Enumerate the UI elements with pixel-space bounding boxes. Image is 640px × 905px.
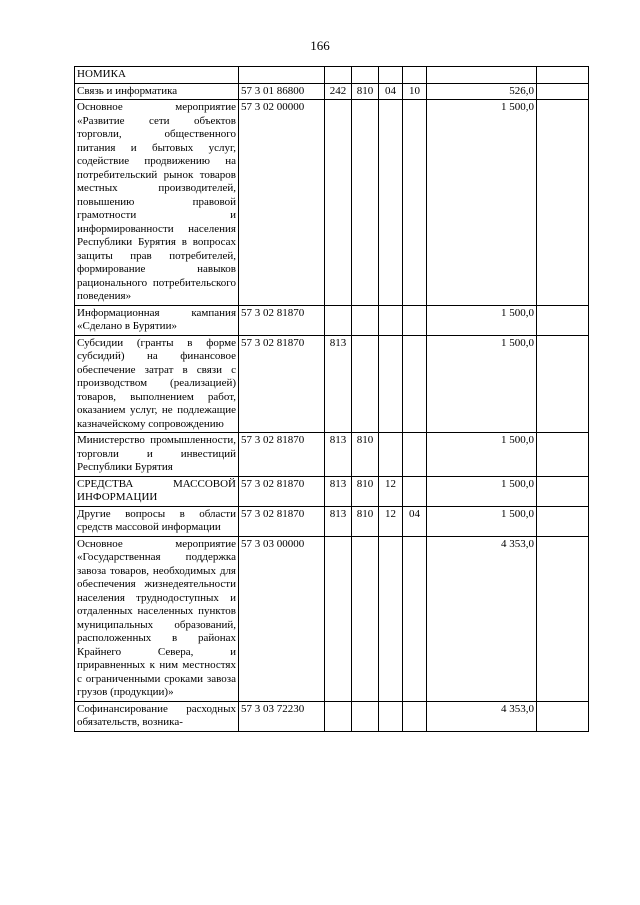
row-vr	[325, 701, 352, 731]
row-code: 57 3 01 86800	[239, 83, 325, 100]
row-name: НОМИКА	[75, 67, 239, 84]
page-number: 166	[310, 38, 330, 53]
row-amount: 1 500,0	[427, 100, 537, 306]
row-pr: 04	[403, 506, 427, 536]
row-vr	[325, 100, 352, 306]
row-name: Другие вопросы в области средств массовой информации	[75, 506, 239, 536]
row-code: 57 3 02 81870	[239, 305, 325, 335]
row-extra	[537, 476, 589, 506]
row-amount: 1 500,0	[427, 305, 537, 335]
row-vr: 813	[325, 476, 352, 506]
row-vr: 813	[325, 335, 352, 433]
row-name: Субсидии (гранты в форме субсидий) на финансовое обеспечение затрат в связи с производством (реализацией) товаров, выполнением работ, оказанием услуг, не подлежащие казначейскому сопровождению	[75, 335, 239, 433]
row-vr: 242	[325, 83, 352, 100]
row-vr: 813	[325, 506, 352, 536]
row-extra	[537, 433, 589, 477]
row-vr	[325, 305, 352, 335]
row-code: 57 3 02 81870	[239, 335, 325, 433]
budget-table	[74, 66, 589, 732]
row-rz	[379, 100, 403, 306]
table-row	[75, 701, 589, 731]
row-extra	[537, 83, 589, 100]
row-vr	[325, 67, 352, 84]
row-pr	[403, 433, 427, 477]
row-amount: 1 500,0	[427, 476, 537, 506]
row-extra	[537, 536, 589, 701]
row-name: Основное мероприятие «Государственная поддержка завоза товаров, необходимых для обеспечения жизнедеятельности населения труднодоступных и отдаленных населенных пунктов муниципальных образований, расположенных в районах Крайнего Севера, и приравненных к ним местностях с ограниченными сроками завоза грузов (продукции)»	[75, 536, 239, 701]
row-rz	[379, 536, 403, 701]
row-grbs	[352, 67, 379, 84]
row-code: 57 3 03 72230	[239, 701, 325, 731]
row-grbs: 810	[352, 476, 379, 506]
table-row	[75, 335, 589, 433]
row-rz: 04	[379, 83, 403, 100]
row-grbs	[352, 335, 379, 433]
row-name: Информационная кампания «Сделано в Бурятии»	[75, 305, 239, 335]
row-grbs	[352, 701, 379, 731]
table-row	[75, 433, 589, 477]
row-pr: 10	[403, 83, 427, 100]
row-rz	[379, 701, 403, 731]
row-grbs: 810	[352, 83, 379, 100]
row-amount: 4 353,0	[427, 536, 537, 701]
row-extra	[537, 506, 589, 536]
row-vr	[325, 536, 352, 701]
row-rz	[379, 335, 403, 433]
table-row	[75, 83, 589, 100]
row-amount: 526,0	[427, 83, 537, 100]
row-pr	[403, 305, 427, 335]
row-name: Основное мероприятие «Развитие сети объектов торговли, общественного питания и бытовых услуг, содействие продвижению на потребительский рынок товаров местных производителей, повышению правовой грамотности и информированности населения Республики Бурятия в вопросах защиты прав потребителей, формирование навыков рационального потребительского поведения»	[75, 100, 239, 306]
row-pr	[403, 100, 427, 306]
row-grbs	[352, 100, 379, 306]
row-code	[239, 67, 325, 84]
row-pr	[403, 701, 427, 731]
row-rz	[379, 67, 403, 84]
row-name: Связь и информатика	[75, 83, 239, 100]
row-extra	[537, 67, 589, 84]
row-amount: 4 353,0	[427, 701, 537, 731]
row-name: Министерство промышленности, торговли и инвестиций Республики Бурятия	[75, 433, 239, 477]
row-code: 57 3 03 00000	[239, 536, 325, 701]
row-amount: 1 500,0	[427, 335, 537, 433]
table-row	[75, 476, 589, 506]
row-amount: 1 500,0	[427, 433, 537, 477]
row-vr: 813	[325, 433, 352, 477]
row-pr	[403, 67, 427, 84]
row-rz	[379, 305, 403, 335]
row-extra	[537, 701, 589, 731]
row-pr	[403, 335, 427, 433]
row-code: 57 3 02 81870	[239, 476, 325, 506]
table-row	[75, 100, 589, 306]
row-name: Софинансирование расходных обязательств, возника-	[75, 701, 239, 731]
table-row	[75, 536, 589, 701]
row-name: СРЕДСТВА МАССОВОЙ ИНФОРМАЦИИ	[75, 476, 239, 506]
row-amount	[427, 67, 537, 84]
row-code: 57 3 02 81870	[239, 433, 325, 477]
row-rz: 12	[379, 476, 403, 506]
row-rz	[379, 433, 403, 477]
row-grbs	[352, 305, 379, 335]
row-grbs: 810	[352, 433, 379, 477]
row-code: 57 3 02 81870	[239, 506, 325, 536]
table-row	[75, 67, 589, 84]
row-grbs	[352, 536, 379, 701]
row-amount: 1 500,0	[427, 506, 537, 536]
row-pr	[403, 476, 427, 506]
table-row	[75, 506, 589, 536]
row-pr	[403, 536, 427, 701]
row-extra	[537, 100, 589, 306]
table-row	[75, 305, 589, 335]
row-grbs: 810	[352, 506, 379, 536]
row-rz: 12	[379, 506, 403, 536]
row-extra	[537, 305, 589, 335]
row-extra	[537, 335, 589, 433]
row-code: 57 3 02 00000	[239, 100, 325, 306]
